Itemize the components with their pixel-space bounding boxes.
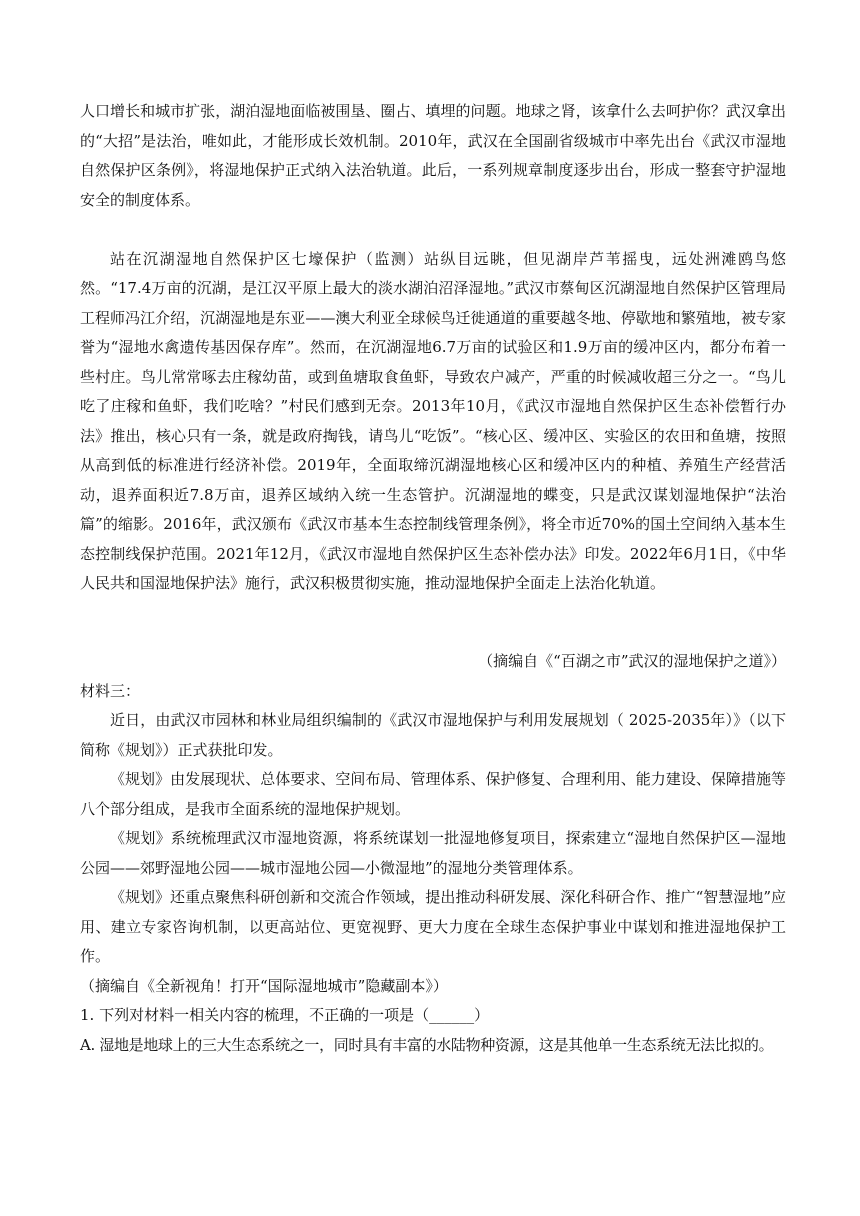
material2-paragraph-2: 站在沉湖湿地自然保护区七壕保护（监测）站纵目远眺，但见湖岸芦苇摇曳，远处洲滩鸥鸟悠然。“17.4万亩的沉湖，是江汉平原上最大的淡水湖泊沼泽湿地。”武汉市蔡甸区沉湖湿地自然保护区管理局工程师冯江介绍，沉湖湿地是东亚——澳大利亚全球候鸟迁徙通道的重要越冬地、停歇地和繁殖地，被专家誉为“湿地水禽遗传基因保存库”。然而，在沉湖湿地6.7万亩的试验区和1.9万亩的缓冲区内，都分布着一些村庄。鸟儿常常啄去庄稼幼苗，或到鱼塘取食鱼虾，导致农户减产，严重的时候减收超三分之一。“鸟儿吃了庄稼和鱼虾，我们吃啥？”村民们感到无奈。2013年10月，《武汉市湿地自然保护区生态补偿暂行办法》推出，核心只有一条，就是政府掏钱，请鸟儿“吃饭”。“核心区、缓冲区、实验区的农田和鱼塘，按照从高到低的标准进行经济补偿。2019年，全面取缔沉湖湿地核心区和缓冲区内的种植、养殖生产经营活动，退养面积近7.8万亩，退养区域纳入统一生态管护。沉湖湿地的蝶变，只是武汉谋划湿地保护“法治篇”的缩影。2016年，武汉颁布《武汉市基本生态控制线管理条例》，将全市近70%的国土空间纳入基本生态控制线保护范围。2021年12月，《武汉市湿地自然保护区生态补偿办法》印发。2022年6月1日，《中华人民共和国湿地保护法》施行，武汉积极贯彻实施，推动湿地保护全面走上法治化轨道。 xyxy=(80,249,786,592)
material2-source: （摘编自《“百湖之市”武汉的湿地保护之道》） xyxy=(478,652,786,670)
material2-paragraph-1: 人口增长和城市扩张，湖泊湿地面临被围垦、圈占、填埋的问题。地球之肾，该拿什么去呵护你？武汉拿出的“大招”是法治，唯如此，才能形成长效机制。2010年，武汉在全国副省级城市中率先出台《武汉市湿地自然保护区条例》，将湿地保护正式纳入法治轨道。此后，一系列规章制度逐步出台，形成一整套守护湿地安全的制度体系。 xyxy=(80,102,786,209)
material3-paragraph-2: 《规划》由发展现状、总体要求、空间布局、管理体系、保护修复、合理利用、能力建设、保障措施等八个部分组成，是我市全面系统的湿地保护规划。 xyxy=(80,770,786,818)
material3-source: （摘编自《全新视角！打开“国际湿地城市”隐藏副本》） xyxy=(80,976,448,995)
material3-paragraph-3: 《规划》系统梳理武汉市湿地资源，将系统谋划一批湿地修复项目，探索建立“湿地自然保护区—湿地公园——郊野湿地公园——城市湿地公园—小微湿地”的湿地分类管理体系。 xyxy=(80,829,786,877)
material3-paragraph-1: 近日，由武汉市园林和林业局组织编制的《武汉市湿地保护与利用发展规划（ 2025-2035年）》（以下简称《规划》）正式获批印发。 xyxy=(80,711,786,759)
question-1-stem: 1. 下列对材料一相关内容的梳理，不正确的一项是（______） xyxy=(80,1006,490,1024)
question-1-option-a: A. 湿地是地球上的三大生态系统之一，同时具有丰富的水陆物种资源，这是其他单一生态系统无法比拟的。 xyxy=(80,1035,774,1054)
material3-paragraph-4: 《规划》还重点聚焦科研创新和交流合作领域，提出推动科研发展、深化科研合作、推广“智慧湿地”应用、建立专家咨询机制，以更高站位、更宽视野、更大力度在全球生态保护事业中谋划和推进湿地保护工作。 xyxy=(80,888,786,965)
material3-heading: 材料三： xyxy=(80,681,141,700)
